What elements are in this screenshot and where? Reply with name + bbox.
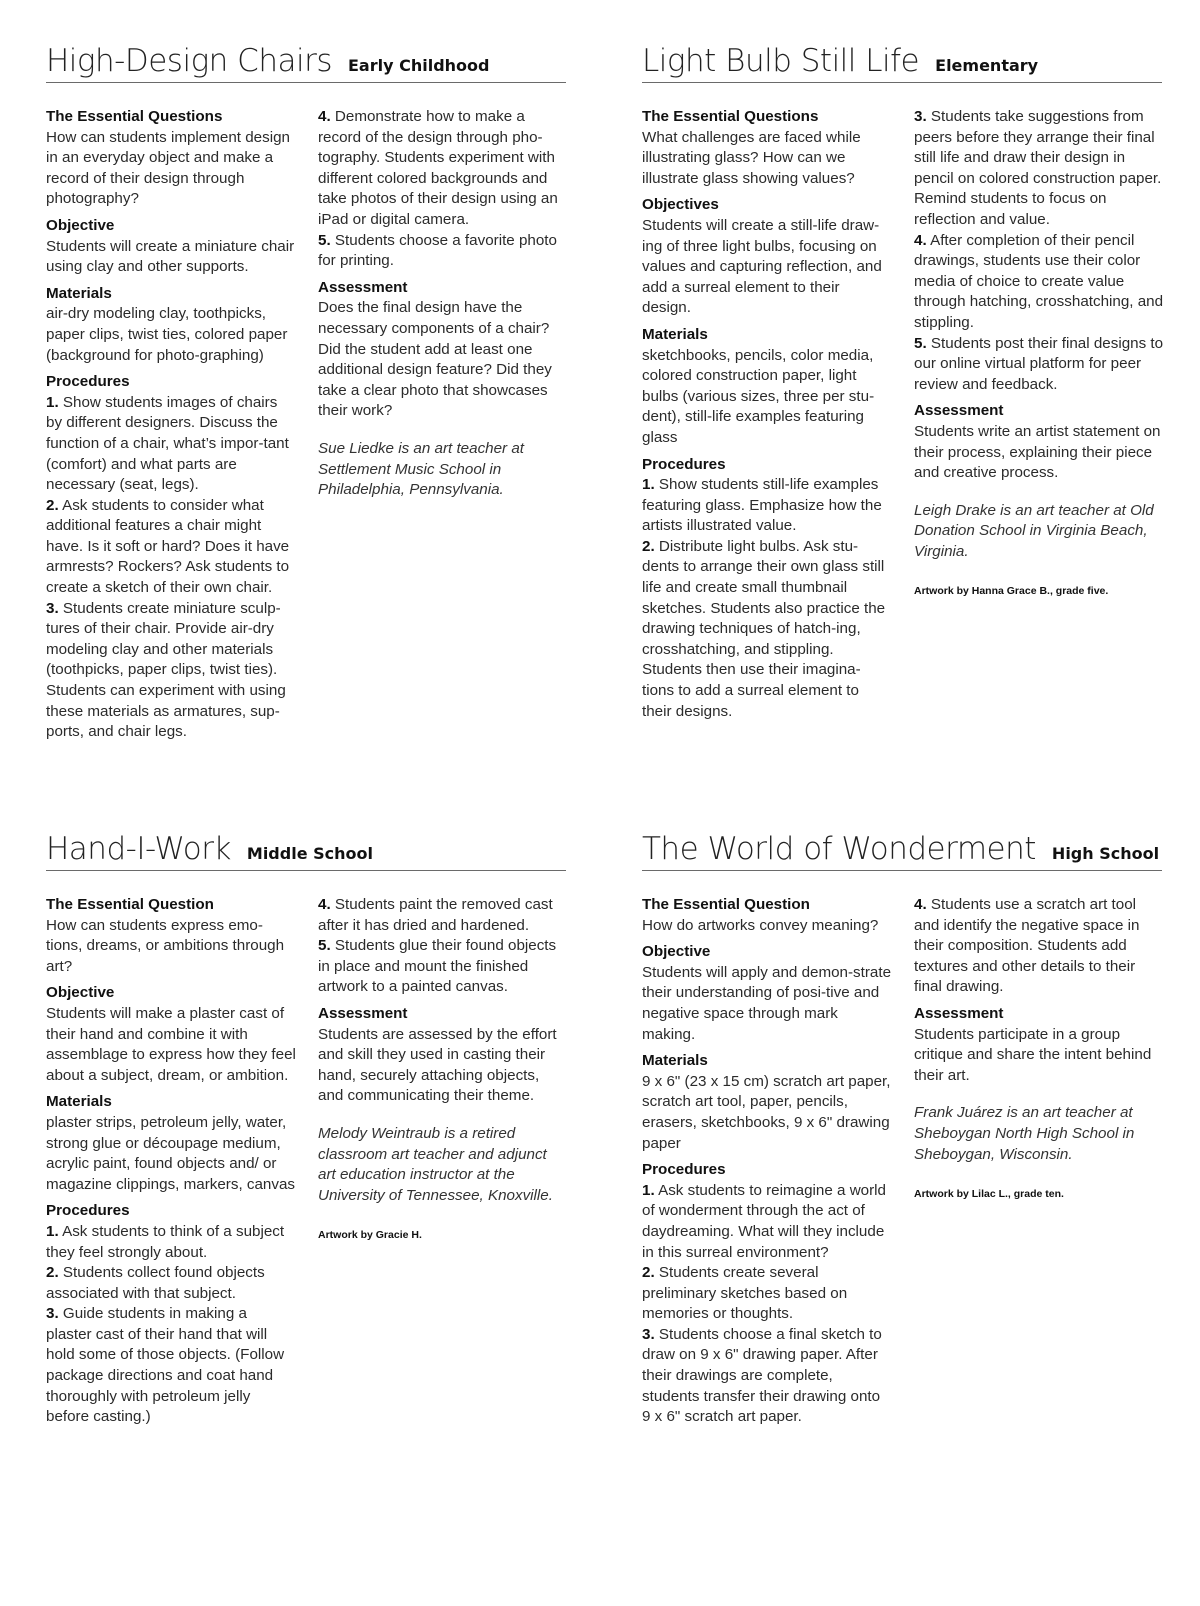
article-title: Light Bulb Still Life: [642, 43, 920, 79]
essential-question-heading: The Essential Question: [642, 896, 810, 913]
materials-heading: Materials: [46, 1093, 112, 1111]
step-number: 2.: [46, 496, 59, 514]
step-text: Ask students to think of a subject they feel strongly about.: [46, 1222, 285, 1261]
column-right: [914, 107, 1164, 602]
column-right: [914, 895, 1164, 1205]
step-text: Students post their final designs to our online virtual platform for peer review and feedback.: [914, 334, 1164, 393]
procedure-step: [318, 231, 568, 272]
article-header: [642, 44, 1162, 83]
article-title: High-Design Chairs: [46, 43, 332, 79]
step-number: 2.: [46, 1264, 59, 1282]
step-number: 1.: [642, 1181, 655, 1199]
step-number: 3.: [46, 599, 59, 617]
materials-heading: Materials: [642, 325, 708, 343]
step-text: Guide students in making a plaster cast of their hand that will hold some of those objects. (Follow package directions and coat hand thoroughly with petroleum jelly before casting.): [46, 1305, 285, 1426]
article-world-of-wonderment: [642, 831, 1162, 1426]
step-text: Distribute light bulbs. Ask stu-dents to arrange their own glass still life and create small thumbnail sketches. Students also practice the drawing techniques of hatch-ing, crosshatching, and stippling. Students then use their imagina-tions to add a surreal element to their designs.: [642, 537, 886, 720]
grade-level: Middle School: [246, 844, 373, 863]
assessment-text: Students are assessed by the effort and skill they used in casting their hand, securely attaching objects, and communicating their theme.: [318, 1025, 557, 1105]
step-text: Students choose a favorite photo for printing.: [318, 231, 557, 270]
assessment-text: Does the final design have the necessary components of a chair? Did the student add at least one additional design feature? Did they take a clear photo that showcases their work?: [318, 299, 552, 420]
assessment-heading: Assessment: [318, 1004, 408, 1022]
essential-question-heading: The Essential Question: [46, 896, 214, 913]
step-number: 1.: [46, 393, 59, 411]
article-header: [642, 832, 1162, 871]
column-left: [46, 107, 296, 743]
column-right: [318, 107, 568, 501]
procedure-step: [46, 1222, 296, 1263]
column-right: [318, 895, 568, 1246]
procedure-step: [914, 231, 1164, 334]
procedure-step: [914, 107, 1164, 231]
step-number: 4.: [318, 108, 331, 125]
materials-text: 9 x 6" (23 x 15 cm) scratch art paper, scratch art tool, paper, pencils, erasers, sketchbooks, 9 x 6" drawing paper: [642, 1072, 891, 1152]
step-number: 5.: [318, 937, 331, 955]
step-number: 1.: [46, 1222, 59, 1240]
artwork-credit: Artwork by Hanna Grace B., grade five.: [914, 585, 1109, 598]
column-left: [642, 107, 892, 722]
grade-level: Early Childhood: [347, 56, 490, 75]
step-text: Students paint the removed cast after it has dried and hardened.: [318, 896, 553, 934]
materials-heading: Materials: [46, 284, 112, 302]
assessment-text: Students participate in a group critique and share the intent behind their art.: [914, 1025, 1152, 1084]
author-bio: Melody Weintraub is a retired classroom art teacher and adjunct art education instructor at the University of Tennessee, Knoxville.: [318, 1124, 553, 1204]
artwork-credit: Artwork by Gracie H.: [318, 1229, 422, 1242]
procedure-step: [914, 895, 1164, 998]
grade-level: High School: [1051, 844, 1160, 863]
article-header: [46, 44, 566, 83]
step-text: Students create several preliminary sketches based on memories or thoughts.: [642, 1264, 848, 1323]
step-text: After completion of their pencil drawings, students use their color media of choice to create value through hatching, crosshatching, and stippling.: [914, 231, 1164, 331]
procedure-step: [46, 1263, 296, 1304]
assessment-text: Students write an artist statement on their process, explaining their piece and creative process.: [914, 422, 1161, 482]
step-text: Students choose a final sketch to draw on 9 x 6" drawing paper. After their drawings are complete, students transfer their drawing onto 9 x 6" scratch art paper.: [642, 1325, 882, 1426]
objective-text: Students will create a miniature chair using clay and other supports.: [46, 237, 295, 276]
step-number: 5.: [914, 334, 927, 352]
procedure-step: [914, 334, 1164, 396]
procedures-heading: Procedures: [46, 1202, 130, 1220]
essential-questions-heading: The Essential Questions: [46, 108, 223, 125]
assessment-heading: Assessment: [914, 1004, 1004, 1022]
step-text: Students use a scratch art tool and identify the negative space in their composition. Students add textures and other details to their final drawing.: [914, 896, 1140, 996]
procedure-step: [642, 1263, 892, 1325]
article-header: [46, 832, 566, 871]
step-text: Show students still-life examples featuring glass. Emphasize how the artists illustrated value.: [642, 476, 882, 535]
article-light-bulb-still-life: [642, 43, 1164, 720]
procedure-step: [642, 1181, 892, 1263]
step-number: 3.: [46, 1305, 59, 1323]
essential-questions-text: What challenges are faced while illustrating glass? How can we illustrate glass showing values?: [642, 128, 861, 187]
author-bio: Frank Juárez is an art teacher at Sheboygan North High School in Sheboygan, Wisconsin.: [914, 1104, 1135, 1163]
procedures-heading: Procedures: [642, 1161, 726, 1179]
procedures-heading: Procedures: [642, 455, 726, 473]
assessment-heading: Assessment: [914, 402, 1004, 420]
essential-question-text: How can students express emo-tions, dreams, or ambitions through art?: [46, 916, 285, 975]
article-high-design-chairs: [46, 43, 566, 741]
step-text: Students take suggestions from peers before they arrange their final still life and draw their design in pencil on colored construction paper. Remind students to focus on reflection and value.: [914, 108, 1162, 228]
step-number: 3.: [642, 1325, 655, 1343]
step-number: 4.: [318, 896, 331, 913]
objective-heading: Objective: [642, 943, 711, 961]
procedure-step: [318, 895, 568, 936]
objective-text: Students will create a still-life draw-ing of three light bulbs, focusing on values and capturing reflection, and add a surreal element to their design.: [642, 216, 882, 317]
step-text: Ask students to consider what additional features a chair might have. Is it soft or hard? Does it have armrests? Rockers? Ask students to create a sketch of their own chair.: [46, 496, 290, 597]
materials-text: sketchbooks, pencils, color media, colored construction paper, light bulbs (various sizes, three per stu-dent), still-life examples featuring glass: [642, 346, 875, 446]
procedure-step: [46, 1304, 296, 1428]
procedure-step: [642, 475, 892, 537]
objective-heading: Objective: [46, 984, 115, 1002]
objective-heading: Objectives: [642, 196, 719, 214]
procedure-step: [642, 1325, 892, 1428]
objective-text: Students will make a plaster cast of their hand and combine it with assemblage to express how they feel about a subject, dream, or ambition.: [46, 1004, 296, 1084]
step-number: 3.: [914, 108, 927, 125]
essential-questions-heading: The Essential Questions: [642, 108, 819, 125]
procedure-step: [46, 496, 296, 599]
objective-text: Students will apply and demon-strate their understanding of posi-tive and negative space through mark making.: [642, 963, 892, 1043]
artwork-credit: Artwork by Lilac L., grade ten.: [914, 1188, 1064, 1201]
step-number: 4.: [914, 231, 927, 249]
author-bio: Leigh Drake is an art teacher at Old Donation School in Virginia Beach, Virginia.: [914, 501, 1154, 560]
essential-questions-text: How can students implement design in an everyday object and make a record of their design through photography?: [46, 128, 290, 208]
procedure-step: [46, 393, 296, 496]
materials-heading: Materials: [642, 1052, 708, 1070]
column-left: [642, 895, 892, 1428]
essential-question-text: How do artworks convey meaning?: [642, 916, 879, 934]
article-title: The World of Wonderment: [642, 831, 1036, 867]
materials-text: air-dry modeling clay, toothpicks, paper clips, twist ties, colored paper (background for photo-graphing): [46, 305, 288, 364]
objective-heading: Objective: [46, 216, 115, 234]
step-number: 2.: [642, 537, 655, 555]
step-text: Ask students to reimagine a world of wonderment through the act of daydreaming. What will they include in this surreal environment?: [642, 1181, 886, 1261]
article-title: Hand-I-Work: [46, 831, 231, 867]
assessment-heading: Assessment: [318, 278, 408, 296]
step-text: Demonstrate how to make a record of the design through pho-tography. Students experiment with different colored backgrounds and take photos of their design using an iPad or digital camera.: [318, 108, 558, 228]
step-number: 4.: [914, 896, 927, 913]
step-number: 5.: [318, 231, 331, 249]
author-bio: Sue Liedke is an art teacher at Settlement Music School in Philadelphia, Pennsylvania.: [318, 439, 525, 499]
procedure-step: [642, 537, 892, 722]
column-left: [46, 895, 296, 1428]
step-text: Students collect found objects associated with that subject.: [46, 1264, 265, 1302]
materials-text: plaster strips, petroleum jelly, water, strong glue or découpage medium, acrylic paint, found objects and/ or magazine clippings, markers, canvas: [46, 1113, 296, 1193]
procedure-step: [318, 936, 568, 998]
step-number: 2.: [642, 1264, 655, 1282]
procedure-step: [46, 599, 296, 743]
grade-level: Elementary: [935, 56, 1039, 75]
step-text: Students create miniature sculp-tures of their chair. Provide air-dry modeling clay and other materials (toothpicks, paper clips, twist ties). Students can experiment with using these materials as armatures, sup-ports, and chair legs.: [46, 599, 286, 741]
step-text: Students glue their found objects in place and mount the finished artwork to a painted canvas.: [318, 937, 557, 996]
procedure-step: [318, 107, 568, 231]
procedures-heading: Procedures: [46, 373, 130, 391]
step-number: 1.: [642, 476, 655, 494]
article-hand-i-work: [46, 831, 566, 1426]
step-text: Show students images of chairs by different designers. Discuss the function of a chair, what’s impor-tant (comfort) and what parts are necessary (seat, legs).: [46, 393, 289, 494]
